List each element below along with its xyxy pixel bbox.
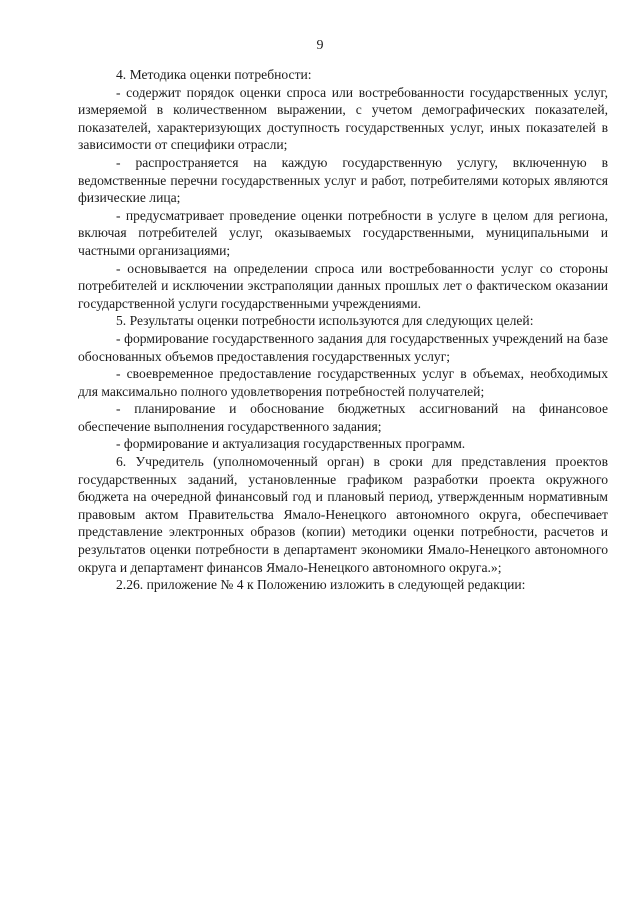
- paragraph-regional-assessment: - предусматривает проведение оценки потребности в услуге в целом для региона, включая потребителей услуг, оказываемых государственными, муниципальными и частными организациями;: [78, 207, 608, 258]
- page-number: 9: [316, 38, 324, 53]
- paragraph-state-assignment: - формирование государственного задания для государственных учреждений на базе обоснованных объемов предоставления государственных услуг;: [78, 330, 608, 364]
- paragraph-section-4-heading: 4. Методика оценки потребности:: [116, 67, 312, 82]
- paragraph-budget-planning: - планирование и обоснование бюджетных ассигнований на финансовое обеспечение выполнения государственного задания;: [78, 401, 608, 434]
- paragraph-demand-assessment-procedure: - содержит порядок оценки спроса или востребованности государственных услуг, измеряемой в количественном выражении, с учетом демографических показателей, показателей, характеризующих доступность государственных услуг, иных показателей в зависимости от специфики отрасли;: [78, 84, 608, 153]
- paragraph-section-6: 6. Учредитель (уполномоченный орган) в сроки для представления проектов государственных заданий, установленные графиком разработки проекта окружного бюджета на очередной финансовый год и плановый период, утвержденным нормативным правовым актом Правительства Ямало-Ненецкого автономного округа, обеспечивает представление электронных образов (копии) методики оценки потребности, расчетов и результатов оценки потребности в департамент экономики Ямало-Ненецкого автономного округа и департамент финансов Ямало-Ненецкого автономного округа.»;: [78, 454, 608, 575]
- paragraph-applies-to-services: - распространяется на каждую государственную услугу, включенную в ведомственные перечни государственных услуг и работ, потребителями которых являются физические лица;: [78, 154, 608, 206]
- paragraph-demand-determination: - основывается на определении спроса или востребованности услуг со стороны потребителей и исключении экстраполяции данных прошлых лет о фактическом оказании государственной услуги государственными учреждениями.: [78, 260, 608, 311]
- paragraph-appendix-4: 2.26. приложение № 4 к Положению изложить в следующей редакции:: [116, 577, 526, 593]
- paragraph-timely-provision: - своевременное предоставление государственных услуг в объемах, необходимых для максимально полного удовлетворения потребностей получателей;: [78, 366, 608, 399]
- document-body: [78, 66, 608, 594]
- paragraph-state-programs: - формирование и актуализация государственных программ.: [116, 436, 466, 452]
- paragraph-section-5-heading: 5. Результаты оценки потребности используются для следующих целей:: [116, 313, 534, 329]
